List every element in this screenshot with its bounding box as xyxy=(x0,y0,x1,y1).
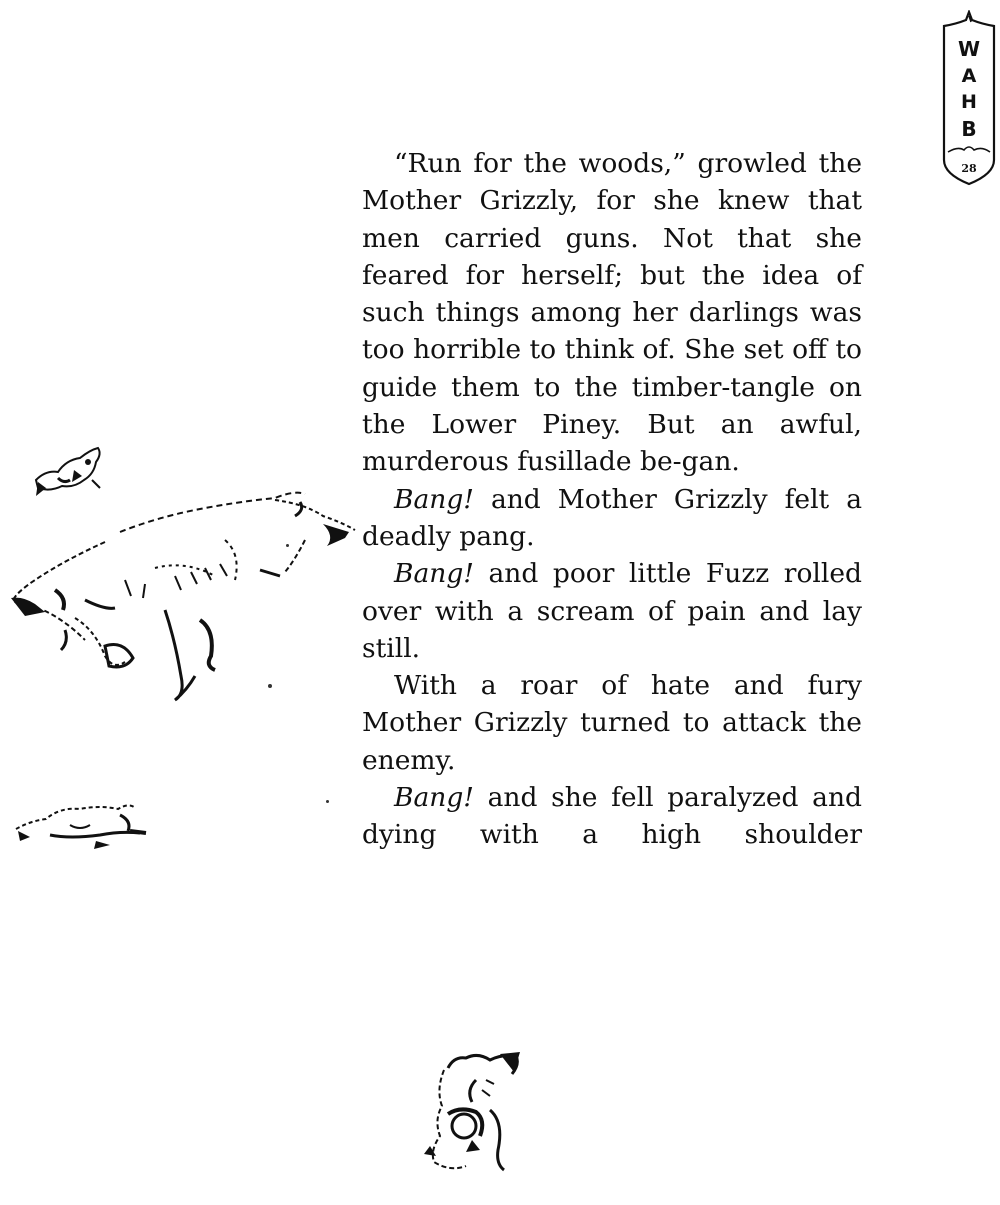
paragraph-1 xyxy=(362,145,862,481)
paragraph-2-text: and Mother Grizzly felt a deadly pang. xyxy=(362,483,862,552)
emblem-letter-b: B xyxy=(961,117,977,141)
paragraph-4-text: With a roar of hate and fury Mother Grizzly turned to attack the enemy. xyxy=(362,670,862,776)
grizzly-bear-icon xyxy=(5,480,360,705)
paragraph-2 xyxy=(362,481,862,556)
paragraph-3-text: and poor little Fuzz rolled over with a scream of pain and lay still. xyxy=(362,558,862,664)
paragraph-5-text: and she fell paralyzed and dying with a high shoulder xyxy=(362,782,862,851)
shield-icon xyxy=(942,10,996,186)
print-speck xyxy=(326,800,329,803)
page-emblem-shield xyxy=(942,10,996,186)
story-text xyxy=(362,145,862,854)
paragraph-3 xyxy=(362,555,862,667)
emblem-letter-a: A xyxy=(961,65,977,87)
paragraph-5 xyxy=(362,779,862,854)
fallen-cub-icon xyxy=(10,795,150,855)
sitting-cub-sketch xyxy=(420,1050,530,1175)
emblem-letter-h: H xyxy=(961,91,977,113)
sitting-cub-icon xyxy=(420,1050,530,1175)
print-speck xyxy=(268,684,272,688)
print-speck xyxy=(286,544,289,547)
paragraph-3-bang: Bang! xyxy=(394,558,474,590)
paragraph-5-bang: Bang! xyxy=(394,782,474,814)
running-grizzly-bear-sketch xyxy=(5,480,360,705)
paragraph-1-text: “Run for the woods,” growled the Mother Grizzly, for she knew that men carried guns. Not that she feared for herself; but the idea of such things among her darlings was too horrible to think of. She set off to guide them to the timber-tangle on the Lower Piney. But an awful, murderous fusillade be-gan. xyxy=(362,148,862,478)
paragraph-2-bang: Bang! xyxy=(394,483,474,515)
paragraph-4 xyxy=(362,667,862,779)
emblem-page-number: 28 xyxy=(961,162,977,175)
emblem-letter-w: W xyxy=(957,37,981,61)
fallen-cub-sketch xyxy=(10,795,150,855)
